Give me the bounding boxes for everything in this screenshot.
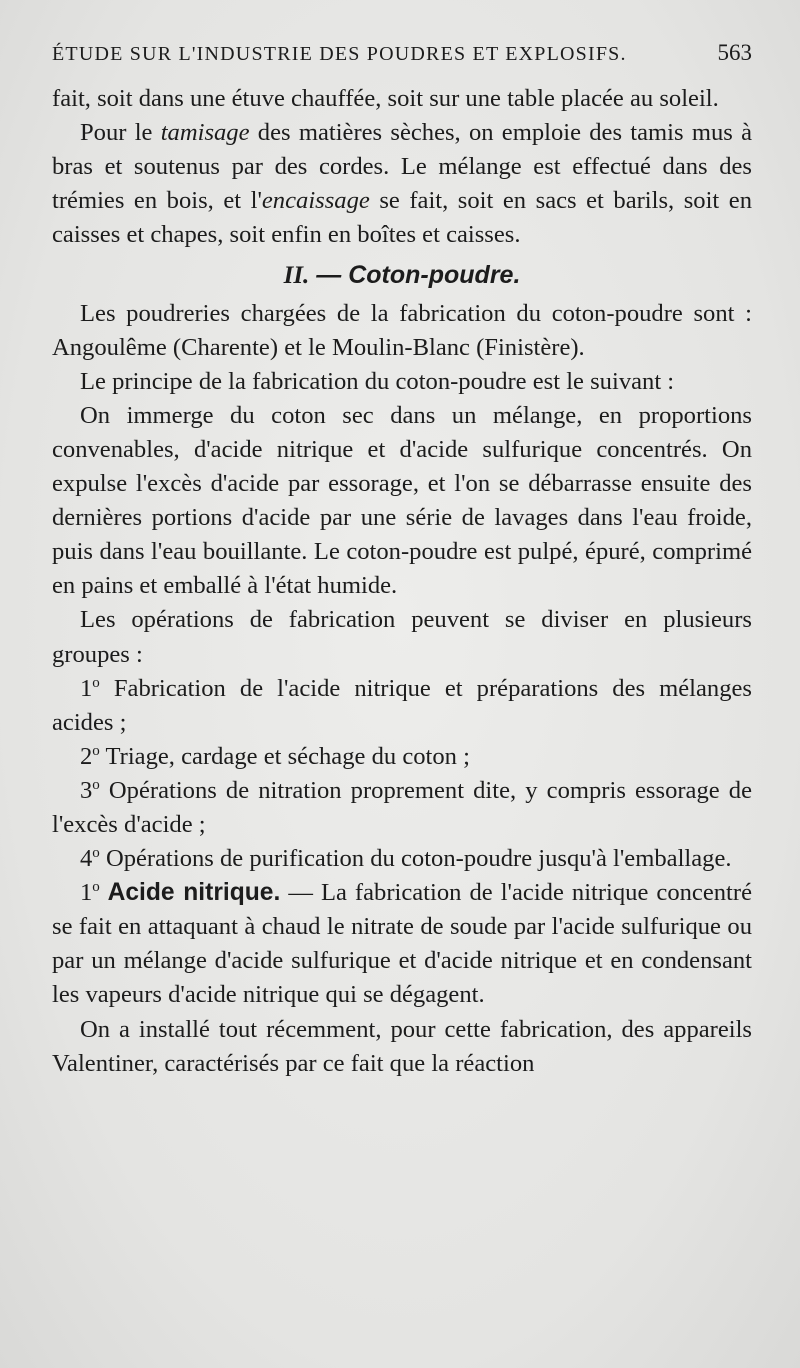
italic-term-tamisage: tamisage xyxy=(160,119,250,147)
list-ordinal: o xyxy=(92,742,100,759)
list-number: 3 xyxy=(80,776,93,804)
paragraph-valentiner: On a installé tout récemment, pour cette fabrication, des appareils Valentiner, caractérisés par ce fait que la réaction xyxy=(52,1015,752,1077)
list-number: 4 xyxy=(80,845,93,873)
paragraph-immersion: On immerge du coton sec dans un mélange, en proportions convenables, d'acide nitrique et d'acide sulfurique concentrés. On expulse l'excès d'acide par essorage, et l'on se débarrasse ensuite des dernières portions d'acide par une série de lavages dans l'eau froide, puis dans l'eau bouillante. Le coton-poudre est pulpé, épuré, comprimé en pains et emballé à l'état humide. xyxy=(52,401,752,600)
text-run: Pour le xyxy=(80,119,161,147)
list-item xyxy=(52,740,752,774)
section-dash: — xyxy=(309,261,349,290)
text-run: des matières sèches, on emploie des tamis mus à bras et soutenus par des cordes. Le mélange est effectué dans des trémies en bois, et l' xyxy=(52,119,752,215)
list-item xyxy=(52,774,752,842)
paragraph-operations: Les opérations de fabrication peuvent se diviser en plusieurs groupes : xyxy=(52,606,752,668)
running-header xyxy=(52,40,752,66)
list-number: 1 xyxy=(80,674,93,702)
subsection-text: — La fabrication de l'acide nitrique concentré se fait en attaquant à chaud le nitrate de soude par l'acide sulfurique ou par un mélange d'acide sulfurique et d'acide nitrique et en condensant les vapeurs d'acide nitrique qui se dégagent. xyxy=(52,879,752,1009)
list-item xyxy=(52,672,752,740)
paragraph-poudreries: Les poudreries chargées de la fabrication du coton-poudre sont : Angoulême (Charente) et le Moulin-Blanc (Finistère). xyxy=(52,299,752,361)
header-title: ÉTUDE SUR L'INDUSTRIE DES POUDRES ET EXPLOSIFS. xyxy=(52,43,627,65)
section-title-text: Coton-poudre. xyxy=(348,261,521,290)
page-body xyxy=(52,82,752,1081)
italic-term-encaissage: encaissage xyxy=(261,187,370,215)
section-heading xyxy=(52,258,752,293)
list-item xyxy=(52,842,752,876)
paragraph-tamisage xyxy=(52,116,752,252)
list-number: 2 xyxy=(80,742,93,770)
paragraph-acide-nitrique xyxy=(52,876,752,1012)
list-text: Fabrication de l'acide nitrique et préparations des mélanges acides ; xyxy=(52,674,752,736)
page-number: 563 xyxy=(717,40,752,65)
subsection-number: 1 xyxy=(80,879,93,907)
list-text: Opérations de nitration proprement dite, y compris essorage de l'excès d'acide ; xyxy=(52,776,752,838)
list-ordinal: o xyxy=(92,845,100,862)
subsection-ordinal: o xyxy=(92,879,100,896)
list-text: Opérations de purification du coton-poudre jusqu'à l'emballage. xyxy=(99,845,732,873)
subsection-heading: Acide nitrique. xyxy=(99,879,281,907)
section-number: II. xyxy=(283,262,310,290)
list-ordinal: o xyxy=(92,776,100,793)
paragraph-continuation: fait, soit dans une étuve chauffée, soit sur une table placée au soleil. xyxy=(52,85,719,112)
list-ordinal: o xyxy=(92,674,100,691)
text-run: se fait, soit en sacs et barils, soit en caisses et chapes, soit enfin en boîtes et caisses. xyxy=(52,187,752,249)
paragraph-principe: Le principe de la fabrication du coton-poudre est le suivant : xyxy=(80,367,675,395)
list-text: Triage, cardage et séchage du coton ; xyxy=(99,742,470,770)
